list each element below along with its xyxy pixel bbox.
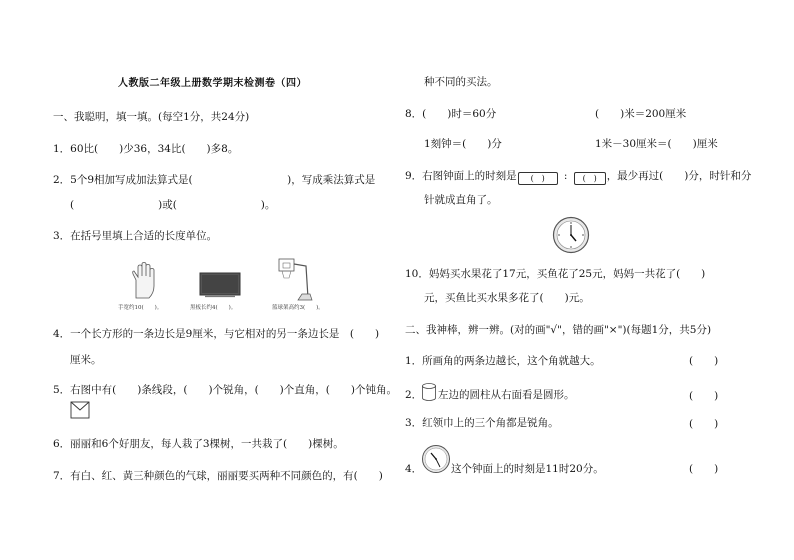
question-2-line1: 2．5个9相加写成加法算式是( )，写成乘法算式是 <box>53 174 376 186</box>
question-4-line2: 厘米。 <box>70 354 102 366</box>
question-2-line2: ( )或( )。 <box>70 199 276 211</box>
section1-header: 一、我聪明，填一填。(每空1分，共24分) <box>53 111 250 123</box>
clock-icon <box>552 216 590 254</box>
question-6: 6．丽丽和6个好朋友，每人栽了3棵树，一共栽了( )棵树。 <box>53 438 344 450</box>
q9-separator: : <box>563 170 568 182</box>
judge-4-answer: ( ) <box>689 463 719 475</box>
question-9-line2: 针就成直角了。 <box>424 194 498 206</box>
clock-small-icon <box>421 444 451 474</box>
question-10-line1: 10．妈妈买水果花了17元，买鱼花了25元，妈妈一共花了( ) <box>405 268 706 280</box>
question-7: 7．有白、红、黄三种颜色的气球，丽丽要买两种不同颜色的，有( ) <box>53 470 383 482</box>
question-8-meters: ( )米＝200厘米 <box>595 108 687 120</box>
q9-hour-box: ( ) <box>518 172 558 185</box>
question-4-line1: 4．一个长方形的一条边长是9厘米，与它相对的另一条边长是 ( ) <box>53 328 380 340</box>
q3-caption-blackboard: 黑板长约4( )。 <box>190 305 237 311</box>
judge-2-answer: ( ) <box>689 390 719 402</box>
question-8-hours: 8．( )时＝60分 <box>405 108 497 120</box>
blackboard-icon <box>199 272 241 298</box>
section2-header: 二、我神棒，辨一辨。(对的画"√"，错的画"×")(每题1分，共5分) <box>405 324 712 336</box>
judge-3: 3．红领巾上的三个角都是锐角。 <box>405 417 559 429</box>
segments-angles-figure <box>70 401 90 419</box>
q3-caption-hoop: 篮球架高约3( )。 <box>272 305 324 311</box>
q9-minute-box: ( ) <box>574 172 606 185</box>
hand-icon <box>128 262 158 300</box>
judge-3-answer: ( ) <box>689 418 719 430</box>
question-3: 3．在括号里填上合适的长度单位。 <box>53 230 218 242</box>
cylinder-icon <box>421 382 437 402</box>
judge-4-text: 这个钟面上的时刻是11时20分。 <box>451 463 604 475</box>
question-9-line1 <box>405 169 751 185</box>
q3-caption-hand: 手宽约10( )。 <box>118 305 163 311</box>
question-5: 5．右图中有( )条线段，( )个锐角，( )个直角，( )个钝角。 <box>53 384 397 396</box>
question-8-quarter-hour: 1刻钟＝( )分 <box>424 138 502 150</box>
judge-1-answer: ( ) <box>689 355 719 367</box>
judge-2-text: 左边的圆柱从右面看是圆形。 <box>438 389 575 401</box>
question-7-continued: 种不同的买法。 <box>424 76 498 88</box>
q9-text: 9．右图钟面上的时刻是 <box>405 170 517 182</box>
q9-text-rest: ，最少再过( )分，时针和分 <box>606 170 752 182</box>
paper-title: 人教版二年级上册数学期末检测卷（四） <box>118 78 307 89</box>
judge-2-number: 2． <box>405 389 423 401</box>
judge-4-number: 4． <box>405 463 423 475</box>
judge-1: 1．所画角的两条边越长，这个角就越大。 <box>405 355 601 367</box>
question-1: 1．60比( )少36，34比( )多8。 <box>53 143 239 155</box>
question-8-subtraction: 1米－30厘米＝( )厘米 <box>595 138 718 150</box>
question-10-line2: 元，买鱼比买水果多花了( )元。 <box>424 292 590 304</box>
basketball-hoop-icon <box>276 256 320 302</box>
